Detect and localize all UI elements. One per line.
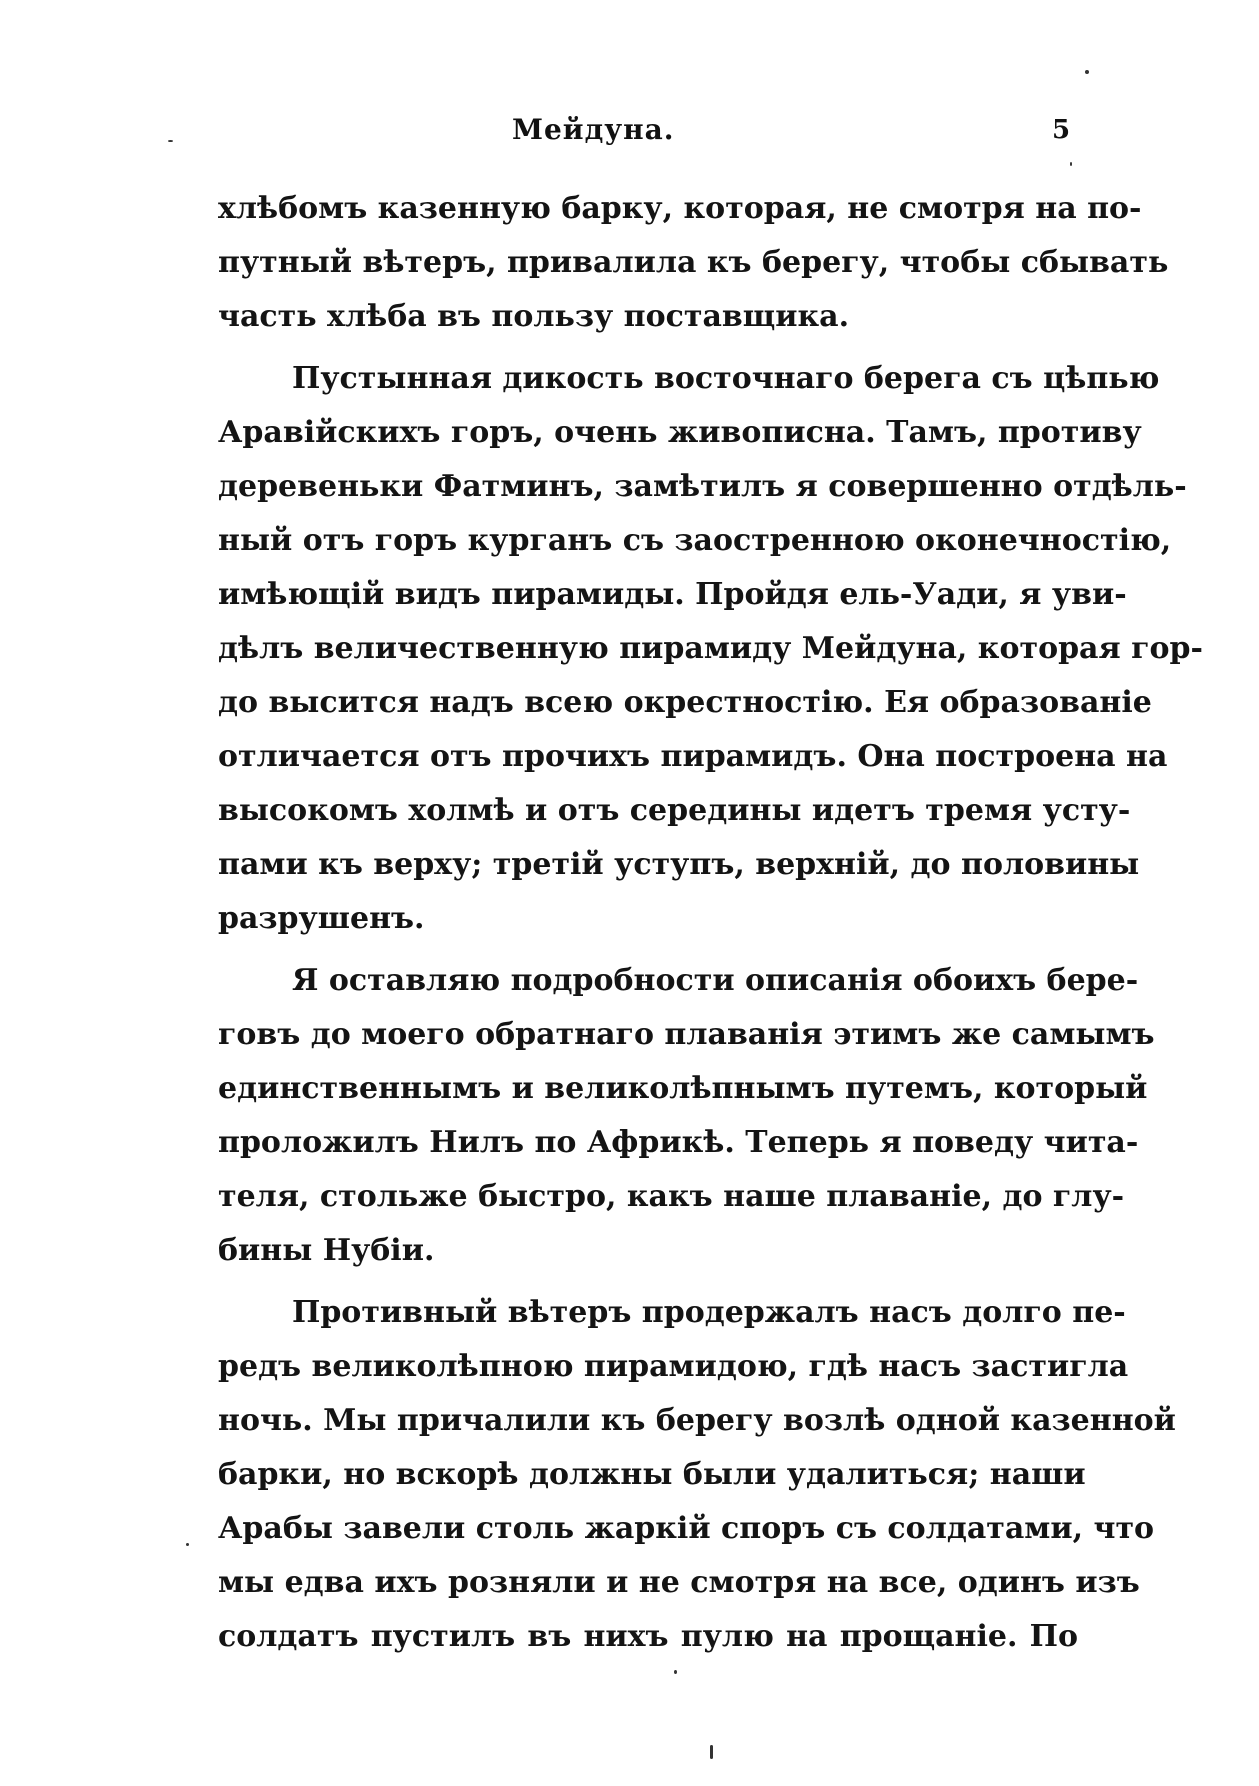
text-line: имѣющій видъ пирамиды. Пройдя ель-Уади, я уви- — [218, 577, 1127, 612]
text-line: Аравійскихъ горъ, очень живописна. Тамъ, противу — [218, 415, 1142, 450]
text-line: высокомъ холмѣ и отъ середины идетъ тремя усту- — [218, 793, 1131, 828]
text-line: дѣлъ величественную пирамиду Мейдуна, которая гор- — [218, 631, 1203, 666]
text-line: Арабы завели столь жаркій споръ съ солдатами, что — [218, 1511, 1155, 1546]
scan-speck — [1085, 70, 1089, 74]
text-line: теля, стольже быстро, какъ наше плаваніе, до глу- — [218, 1179, 1125, 1214]
paragraph-1 — [218, 182, 1169, 344]
scan-speck — [674, 1670, 677, 1674]
text-line: редъ великолѣпною пирамидою, гдѣ насъ застигла — [218, 1349, 1129, 1384]
text-line: единственнымъ и великолѣпнымъ путемъ, который — [218, 1071, 1148, 1106]
text-line: Я оставляю подробности описанія обоихъ бере- — [292, 963, 1139, 998]
paragraph-3 — [218, 954, 1155, 1278]
scan-speck — [168, 140, 173, 142]
scan-speck — [710, 1745, 713, 1759]
scan-speck — [186, 1543, 189, 1546]
text-line: говъ до моего обратнаго плаванія этимъ же самымъ — [218, 1017, 1155, 1052]
text-line: бины Нубіи. — [218, 1233, 435, 1268]
running-head-title: Мейдуна. — [512, 113, 675, 146]
text-line: ночь. Мы причалили къ берегу возлѣ одной казенной — [218, 1403, 1176, 1438]
text-line: ный отъ горъ курганъ съ заостренною оконечностію, — [218, 523, 1172, 558]
body-text — [218, 182, 1203, 1664]
scan-speck — [1070, 162, 1072, 166]
text-line: отличается отъ прочихъ пирамидъ. Она построена на — [218, 739, 1168, 774]
text-line: Противный вѣтеръ продержалъ насъ долго пе- — [292, 1295, 1126, 1330]
text-line: до высится надъ всею окрестностію. Ея образованіе — [218, 685, 1152, 720]
text-line: путный вѣтеръ, привалила къ берегу, чтобы сбывать — [218, 245, 1169, 280]
text-line: проложилъ Нилъ по Африкѣ. Теперь я поведу чита- — [218, 1125, 1139, 1160]
text-line: часть хлѣба въ пользу поставщика. — [218, 299, 850, 334]
text-line: хлѣбомъ казенную барку, которая, не смотря на по- — [218, 191, 1142, 226]
text-line: деревеньки Фатминъ, замѣтилъ я совершенно отдѣль- — [218, 469, 1187, 504]
text-line: мы едва ихъ розняли и не смотря на все, одинъ изъ — [218, 1565, 1140, 1600]
page-number: 5 — [1052, 115, 1071, 145]
running-head — [0, 113, 1259, 153]
text-line: солдатъ пустилъ въ нихъ пулю на прощаніе. По — [218, 1619, 1078, 1654]
text-line: разрушенъ. — [218, 901, 425, 936]
text-line: барки, но вскорѣ должны были удалиться; наши — [218, 1457, 1086, 1492]
paragraph-2 — [218, 352, 1203, 946]
text-line: пами къ верху; третій уступъ, верхній, до половины — [218, 847, 1140, 882]
paragraph-4 — [218, 1286, 1176, 1664]
text-line: Пустынная дикость восточнаго берега съ цѣпью — [292, 361, 1160, 396]
